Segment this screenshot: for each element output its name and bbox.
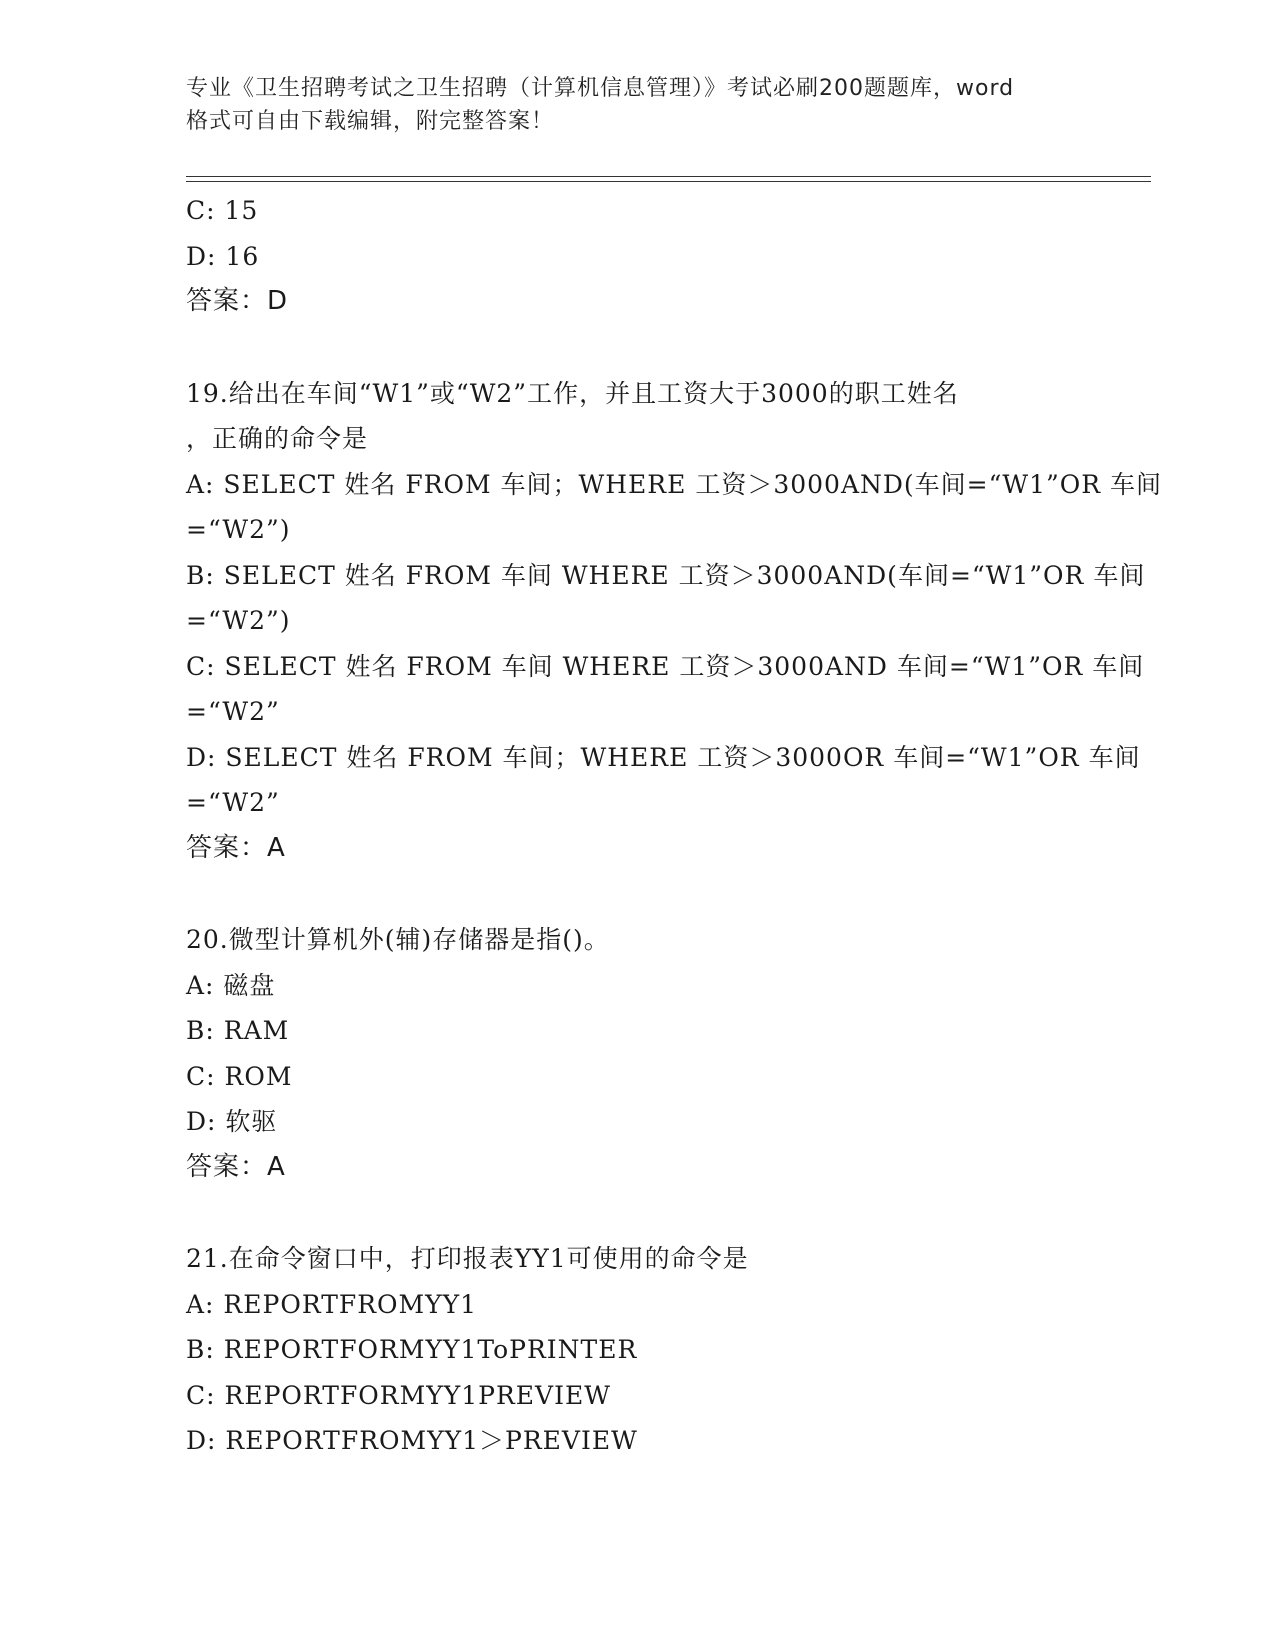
question-text: ，正确的命令是: [186, 424, 369, 453]
option-b: B: RAM: [186, 1016, 290, 1045]
answer: 答案：A: [186, 832, 286, 863]
option-d: D: 软驱: [186, 1107, 278, 1136]
header-divider-top: [186, 176, 1151, 177]
option-c: C: ROM: [186, 1061, 293, 1091]
header-line-1: 专业《卫生招聘考试之卫生招聘（计算机信息管理）》考试必刷200题题库，word: [186, 76, 1015, 101]
option-d: D: 16: [186, 241, 260, 271]
option-b: B: REPORTFORMYY1ToPRINTER: [186, 1335, 638, 1364]
option-a-cont: =“W2”): [186, 515, 291, 544]
header-divider-bottom: [186, 181, 1151, 182]
question-21: [186, 1236, 1086, 1464]
question-text: 19.给出在车间“W1”或“W2”工作，并且工资大于3000的职工姓名: [186, 378, 959, 408]
option-c: C: 15: [186, 196, 259, 225]
question-text: 20.微型计算机外(辅)存储器是指()。: [186, 925, 610, 954]
option-d: D: SELECT 姓名 FROM 车间；WHERE 工资＞3000OR 车间=“W1”OR 车间: [186, 742, 1141, 772]
header-line-2: 格式可自由下载编辑，附完整答案！: [186, 109, 555, 134]
previous-question-tail: [186, 188, 1086, 325]
option-b: B: SELECT 姓名 FROM 车间 WHERE 工资＞3000AND(车间=“W1”OR 车间: [186, 560, 1146, 590]
question-19: [186, 371, 1163, 872]
option-a: A: SELECT 姓名 FROM 车间；WHERE 工资＞3000AND(车间=“W1”OR 车间: [186, 469, 1163, 499]
document-header: [186, 72, 1086, 138]
option-a: A: 磁盘: [186, 970, 276, 1000]
option-c: C: REPORTFORMYY1PREVIEW: [186, 1380, 611, 1410]
option-d: D: REPORTFROMYY1＞PREVIEW: [186, 1426, 638, 1455]
option-b-cont: =“W2”): [186, 606, 291, 635]
option-a: A: REPORTFROMYY1: [186, 1289, 478, 1319]
question-text: 21.在命令窗口中，打印报表YY1可使用的命令是: [186, 1244, 749, 1273]
document-body: [186, 188, 1163, 1464]
question-20: [186, 917, 1086, 1190]
option-d-cont: =“W2”: [186, 788, 280, 817]
option-c: C: SELECT 姓名 FROM 车间 WHERE 工资＞3000AND 车间=“W1”OR 车间: [186, 651, 1145, 681]
answer: 答案：D: [186, 286, 289, 316]
option-c-cont: =“W2”: [186, 697, 280, 726]
answer: 答案：A: [186, 1151, 286, 1182]
